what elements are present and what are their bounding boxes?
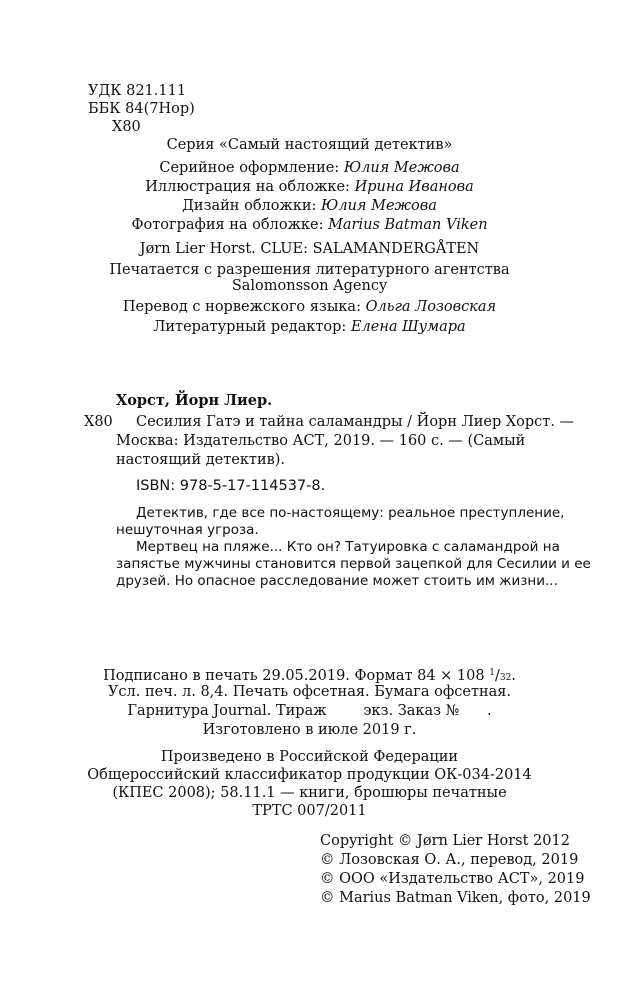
cover-illustration-name: Ирина Иванова — [354, 179, 474, 195]
typeface-line: Гарнитура Journal. Тираж экз. Заказ № . — [127, 703, 492, 719]
bbk-code: ББК 84(7Нор) — [88, 101, 195, 117]
classifier-line: Общероссийский классификатор продукции ОК-034-2014 — [87, 767, 532, 783]
editor-label: Литературный редактор: — [153, 319, 347, 335]
translation-label: Перевод с норвежского языка: — [122, 299, 361, 315]
catalog-entry-line-3: настоящий детектив). — [116, 452, 286, 468]
translator-name: Ольга Лозовская — [365, 299, 497, 315]
cover-design-label: Дизайн обложки: — [182, 198, 317, 214]
author-mark-top: Х80 — [112, 119, 141, 135]
copyright-line-1: Copyright © Jørn Lier Horst 2012 — [320, 833, 570, 849]
editor-name: Елена Шумара — [350, 319, 466, 335]
cover-illustration-line — [0, 178, 619, 196]
series-design-label: Серийное оформление: — [159, 160, 340, 176]
original-title: Jørn Lier Horst. CLUE: SALAMANDERGÅTEN — [139, 241, 480, 257]
trts-line: ТРТС 007/2011 — [252, 803, 367, 819]
cover-design-name: Юлия Межова — [321, 198, 437, 214]
annotation-line-4: запястье мужчины становится первой зацепкой для Сесилии и ее — [116, 556, 591, 572]
print-sheets-line: Усл. печ. л. 8,4. Печать офсетная. Бумага офсетная. — [107, 684, 512, 700]
format-fraction-denominator: 32 — [499, 673, 512, 683]
kpes-line: (КПЕС 2008); 58.11.1 — книги, брошюры печатные — [112, 785, 507, 801]
translation-line — [0, 298, 619, 316]
catalog-entry-line-1: Сесилия Гатэ и тайна саламандры / Йорн Лиер Хорст. — — [136, 414, 575, 430]
annotation-line-2: нешуточная угроза. — [116, 522, 259, 538]
isbn: ISBN: 978-5-17-114537-8. — [136, 478, 326, 494]
editor-line — [0, 318, 619, 336]
catalog-entry-line-2: Москва: Издательство АСТ, 2019. — 160 с. — (Самый — [116, 433, 526, 449]
cover-photo-line — [0, 216, 619, 234]
permission-line-1: Печатается с разрешения литературного агентства — [109, 262, 510, 278]
catalog-author-heading: Хорст, Йорн Лиер. — [116, 392, 273, 409]
annotation-line-3: Мертвец на пляже... Кто он? Татуировка с саламандрой на — [136, 539, 560, 555]
produced-date-line: Изготовлено в июле 2019 г. — [202, 722, 417, 738]
permission-line-2: Salomonsson Agency — [231, 278, 388, 294]
signed-to-print-line: Подписано в печать 29.05.2019. Формат 84 × 108 $^1$/32. — [103, 668, 516, 684]
copyright-line-4: © Marius Batman Viken, фото, 2019 — [320, 890, 591, 906]
series-line: Серия «Самый настоящий детектив» — [166, 137, 453, 153]
copyright-line-3: © ООО «Издательство АСТ», 2019 — [320, 871, 585, 887]
annotation-line-5: друзей. Но опасное расследование может стоить им жизни... — [116, 573, 558, 589]
format-fraction-numerator: 1 — [489, 668, 495, 678]
series-design-name: Юлия Межова — [343, 160, 460, 176]
catalog-author-mark: Х80 — [84, 414, 113, 430]
cover-illustration-label: Иллюстрация на обложке: — [145, 179, 350, 195]
annotation-line-1: Детектив, где все по-настоящему: реальное преступление, — [136, 505, 565, 521]
cover-photo-label: Фотография на обложке: — [131, 217, 324, 233]
format-end: . — [511, 668, 516, 684]
series-design-line — [0, 159, 619, 177]
cover-design-line — [0, 197, 619, 215]
cover-photo-name: Marius Batman Viken — [328, 217, 488, 233]
signed-to-print-text: Подписано в печать 29.05.2019. Формат 84 × 108 — [103, 668, 485, 684]
copyright-line-2: © Лозовская О. А., перевод, 2019 — [320, 852, 579, 868]
udk-code: УДК 821.111 — [88, 83, 187, 99]
made-in-line: Произведено в Российской Федерации — [160, 749, 459, 765]
